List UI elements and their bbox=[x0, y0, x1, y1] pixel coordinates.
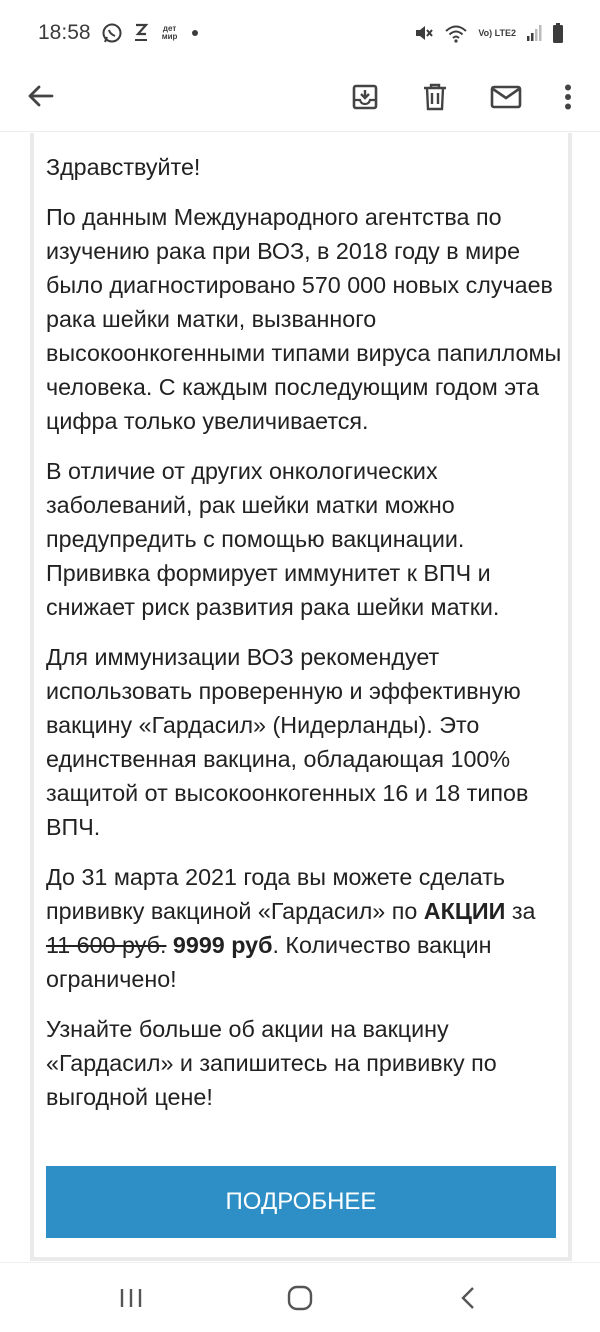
wifi-icon bbox=[444, 23, 468, 43]
recent-apps-icon bbox=[119, 1287, 143, 1309]
status-bar bbox=[0, 0, 600, 66]
status-time: 18:58 bbox=[38, 21, 91, 44]
archive-icon bbox=[351, 83, 379, 111]
new-price: 9999 руб bbox=[172, 932, 273, 958]
app-bar bbox=[0, 66, 600, 132]
more-notifications-dot-icon bbox=[191, 29, 199, 37]
back-button[interactable] bbox=[22, 78, 58, 114]
details-button[interactable]: ПОДРОБНЕЕ bbox=[46, 1166, 556, 1238]
delete-button[interactable] bbox=[413, 75, 457, 119]
nav-back-button[interactable] bbox=[448, 1281, 488, 1315]
more-options-button[interactable] bbox=[546, 75, 590, 119]
payment-notification-icon bbox=[133, 22, 149, 44]
battery-icon bbox=[552, 22, 564, 44]
old-price: 11 600 руб. bbox=[46, 932, 167, 958]
mail-icon bbox=[490, 85, 522, 109]
chevron-left-icon bbox=[460, 1286, 476, 1310]
recent-apps-button[interactable] bbox=[111, 1281, 151, 1315]
paragraph-cta: Узнайте больше об акции на вакцину «Гардасил» и запишитесь на прививку по выгодной цене! bbox=[46, 1016, 497, 1110]
mark-unread-button[interactable] bbox=[484, 75, 528, 119]
promo-text-after: . Количество вакцин ограничено! bbox=[46, 932, 492, 992]
home-button[interactable] bbox=[280, 1281, 320, 1315]
whatsapp-icon bbox=[101, 22, 123, 44]
paragraph-vaccine: Для иммунизации ВОЗ рекомендует использовать проверенную и эффективную вакцину «Гардасил» (Нидерланды). Это единственная вакцина, обладающая 100% защитой от высокоонкогенных 16 и 18 типов ВПЧ. bbox=[46, 644, 529, 840]
promo-text-before: До 31 марта 2021 года вы можете сделать прививку вакциной «Гардасил» по bbox=[46, 864, 506, 924]
paragraph-promo bbox=[46, 860, 562, 996]
mute-icon bbox=[412, 22, 434, 44]
archive-button[interactable] bbox=[343, 75, 387, 119]
more-vert-icon bbox=[564, 84, 572, 110]
promo-text-za: за bbox=[505, 898, 536, 924]
email-body bbox=[46, 150, 562, 1130]
detmir-app-icon: дет мир bbox=[161, 24, 178, 41]
paragraph-prevention: В отличие от других онкологических заболеваний, рак шейки матки можно предупредить с помощью вакцинации. Прививка формирует иммунитет к ВПЧ и снижает риск развития рака шейки матки. bbox=[46, 458, 500, 620]
promo-highlight: АКЦИИ bbox=[423, 898, 506, 924]
back-arrow-icon bbox=[26, 84, 54, 108]
trash-icon bbox=[422, 83, 448, 111]
navigation-bar bbox=[0, 1262, 600, 1332]
volte-indicator: Vo) LTE2 bbox=[478, 27, 516, 38]
signal-icon bbox=[526, 24, 542, 42]
home-icon bbox=[287, 1285, 313, 1311]
paragraph-statistics: По данным Международного агентства по изучению рака при ВОЗ, в 2018 году в мире было диагностировано 570 000 новых случаев рака шейки матки, вызванного высокоонкогенными типами вируса папилломы человека. С каждым последующим годом эта цифра только увеличивается. bbox=[46, 204, 562, 434]
greeting: Здравствуйте! bbox=[46, 154, 201, 180]
